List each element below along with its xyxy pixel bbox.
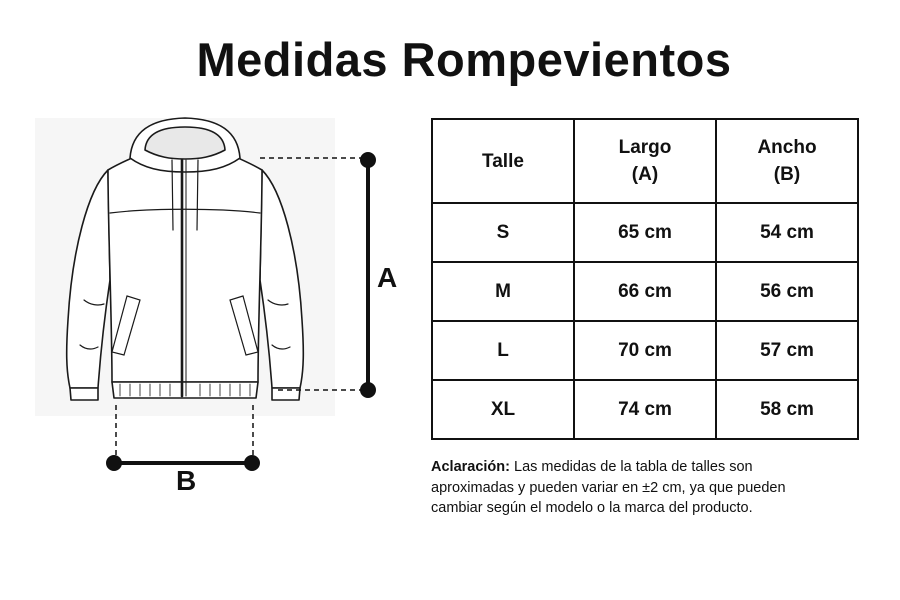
disclaimer-label: Aclaración: — [431, 459, 510, 475]
cell-largo: 65 cm — [574, 203, 716, 262]
table-header-row — [432, 119, 858, 203]
disclaimer-text-line2: aproximadas y pueden variar en ±2 cm, ya que pueden — [431, 479, 786, 496]
disclaimer-note — [431, 457, 851, 519]
cell-ancho: 56 cm — [716, 262, 858, 321]
header-largo — [574, 119, 716, 203]
table-row — [432, 380, 858, 439]
cell-talle: XL — [432, 380, 574, 439]
header-ancho-code: (B) — [773, 164, 801, 185]
cell-largo: 74 cm — [574, 380, 716, 439]
header-largo-code: (A) — [631, 164, 659, 185]
header-ancho — [716, 119, 858, 203]
cell-ancho: 54 cm — [716, 203, 858, 262]
header-talle-label: Talle — [482, 150, 524, 172]
table-row — [432, 262, 858, 321]
disclaimer-text-line3: cambiar según el modelo o la marca del producto. — [431, 500, 753, 516]
cell-largo: 70 cm — [574, 321, 716, 380]
disclaimer-text-line1: Las medidas de la tabla de talles son — [509, 459, 753, 475]
cell-talle: S — [432, 203, 574, 262]
cell-largo: 66 cm — [574, 262, 716, 321]
size-table — [431, 118, 859, 440]
dimension-b-label: B — [176, 465, 197, 496]
jacket-illustration — [0, 0, 420, 600]
cell-talle: M — [432, 262, 574, 321]
header-ancho-label: Ancho — [757, 137, 817, 158]
page-title: Medidas Rompevientos — [196, 33, 732, 86]
header-largo-label: Largo — [618, 137, 672, 158]
dimension-a-label: A — [377, 262, 398, 293]
cell-ancho: 58 cm — [716, 380, 858, 439]
cell-ancho: 57 cm — [716, 321, 858, 380]
header-talle — [432, 119, 574, 203]
table-row — [432, 321, 858, 380]
table-row — [432, 203, 858, 262]
cell-talle: L — [432, 321, 574, 380]
